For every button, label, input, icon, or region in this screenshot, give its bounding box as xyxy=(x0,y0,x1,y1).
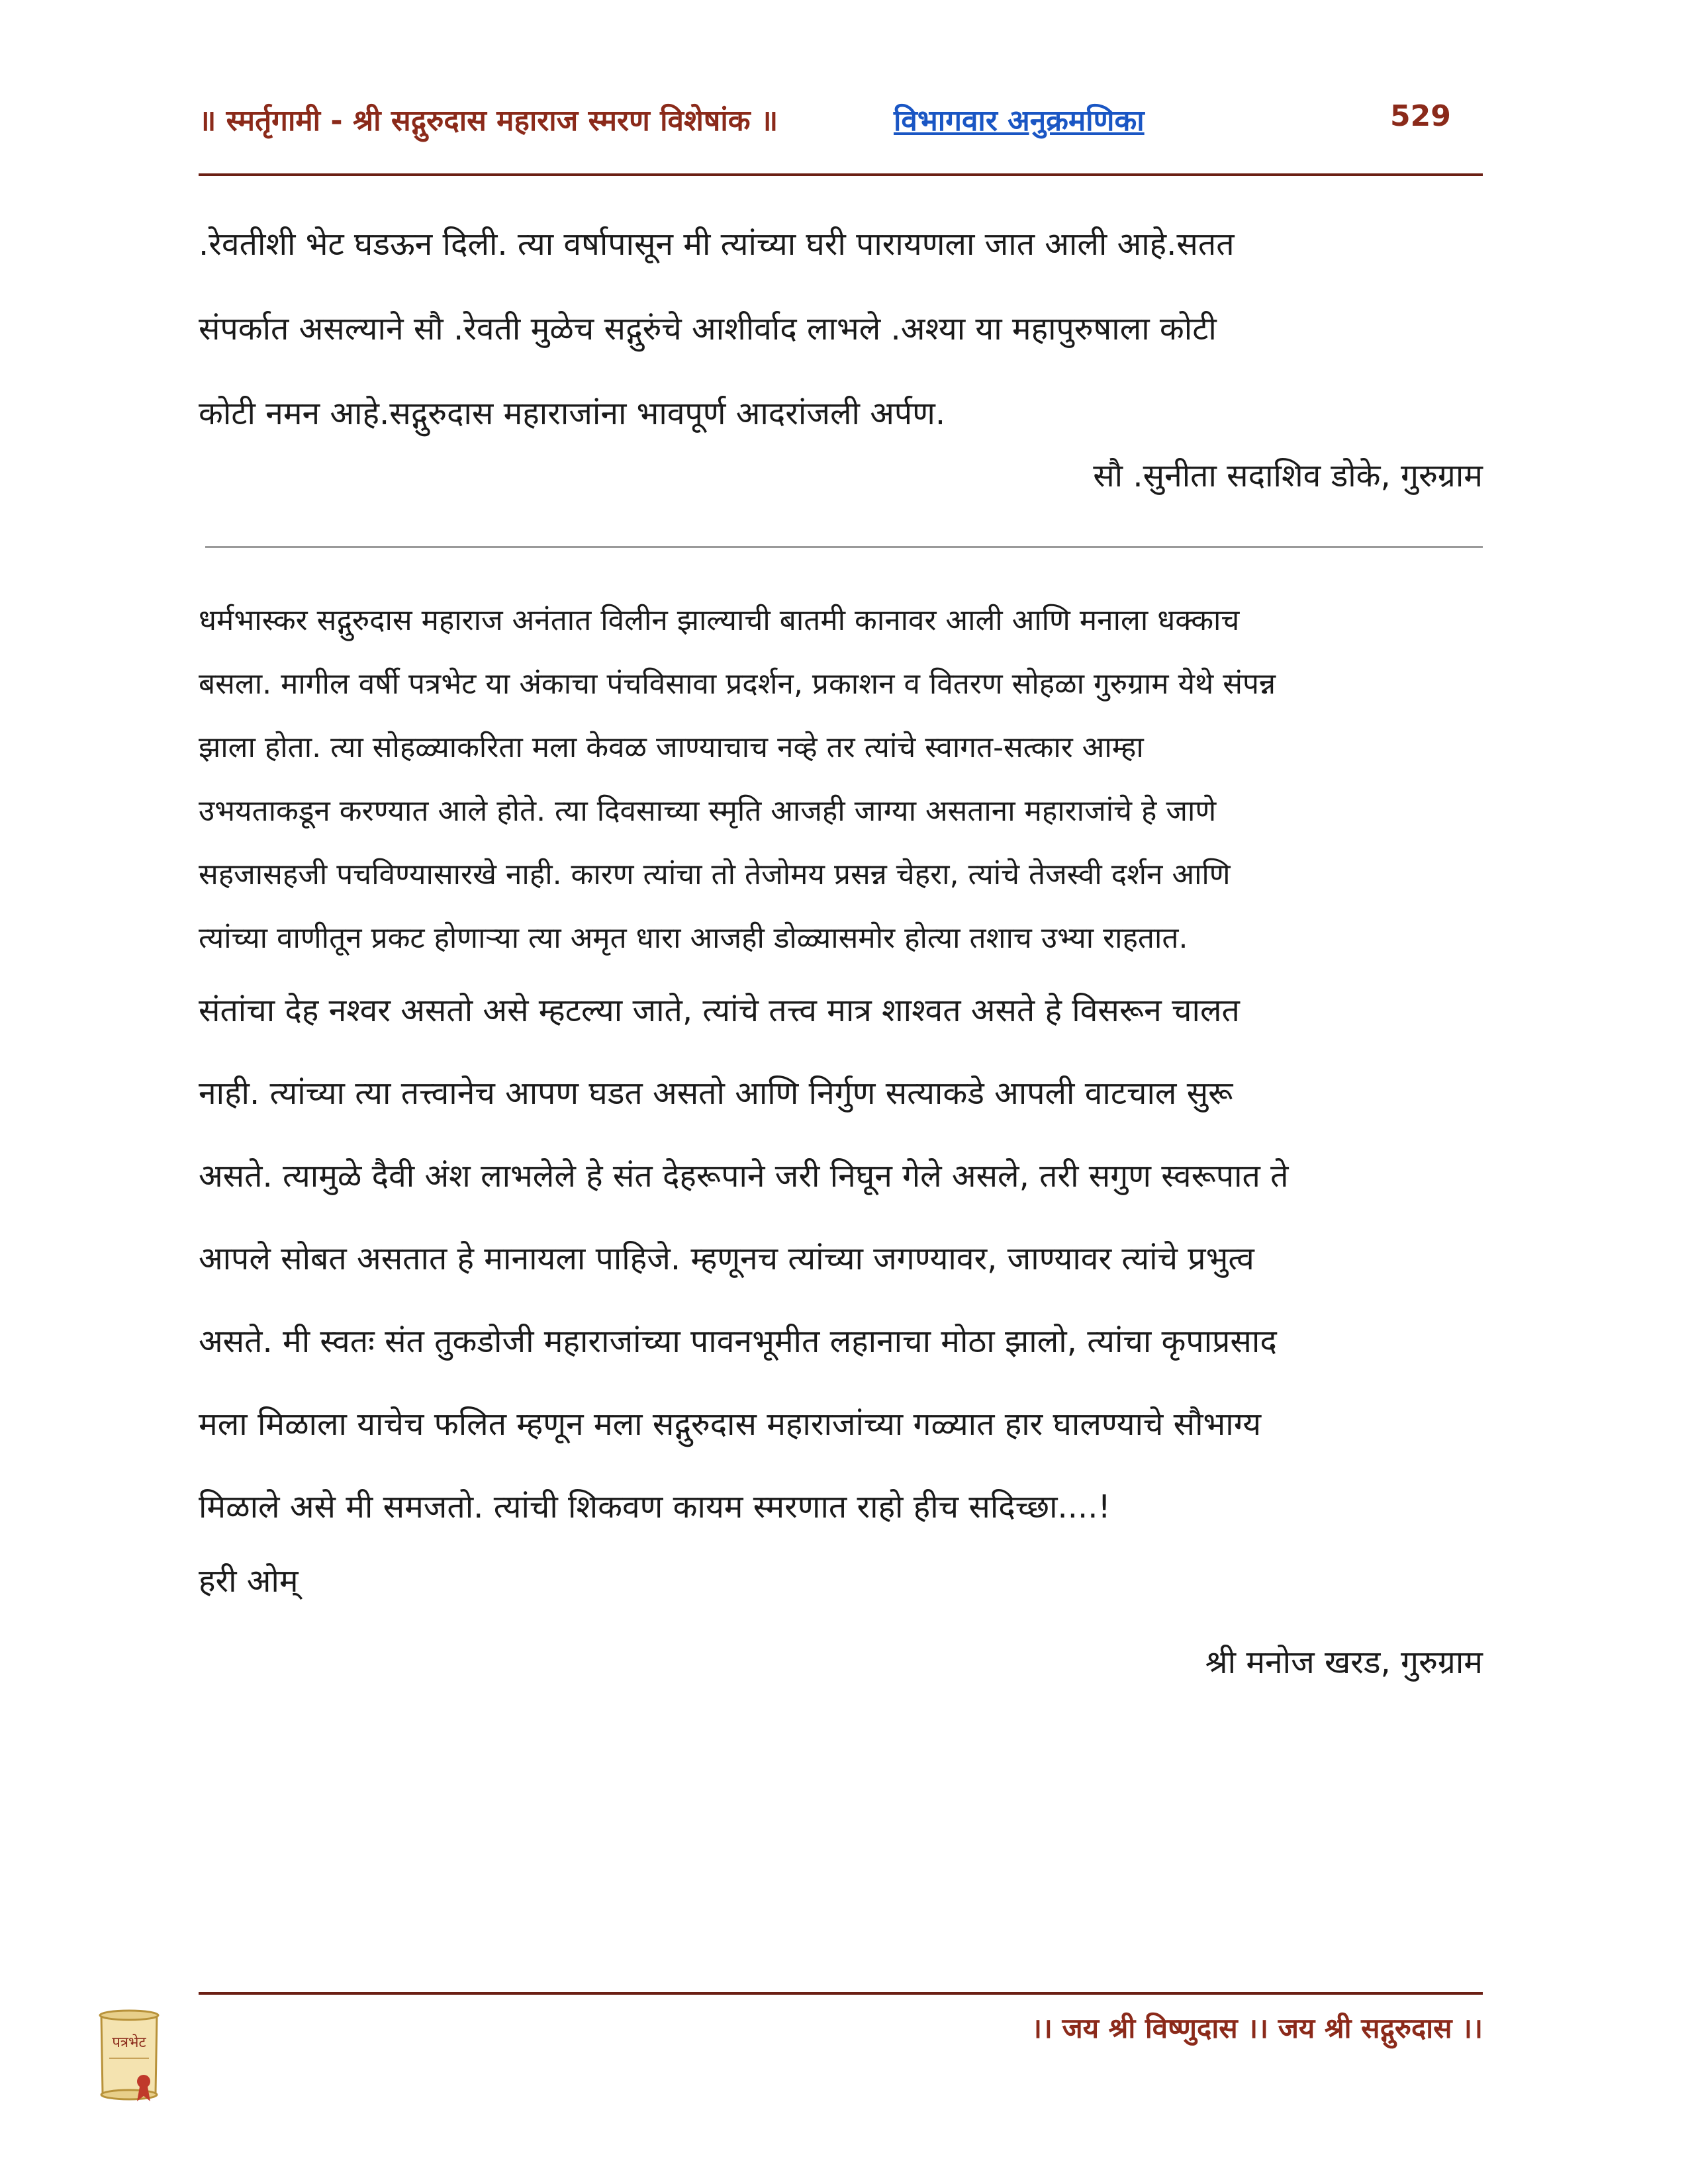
author-signature: सौ .सुनीता सदाशिव डोके, गुरुग्राम xyxy=(1093,457,1483,494)
text-line: त्यांच्या वाणीतून प्रकट होणाऱ्या त्या अमृत धारा आजही डोळ्यासमोर होत्या तशाच उभ्या राहतात. xyxy=(199,921,1188,955)
logo-text: पत्रभेट xyxy=(112,2034,146,2051)
text-line: असते. मी स्वतः संत तुकडोजी महाराजांच्या पावनभूमीत लहानाचा मोठा झालो, त्यांचा कृपाप्रसाद xyxy=(199,1323,1277,1360)
footer-divider xyxy=(199,1992,1483,1995)
text-line: आपले सोबत असतात हे मानायला पाहिजे. म्हणूनच त्यांच्या जगण्यावर, जाण्यावर त्यांचे प्रभुत्व xyxy=(199,1240,1254,1277)
text-line: बसला. मागील वर्षी पत्रभेट या अंकाचा पंचविसावा प्रदर्शन, प्रकाशन व वितरण सोहळा गुरुग्राम येथे संपन्न xyxy=(199,667,1276,701)
header-title: ॥ स्मर्तृगामी - श्री सद्गुरुदास महाराज स्मरण विशेषांक ॥ xyxy=(199,104,778,138)
page-number: 529 xyxy=(1390,99,1451,133)
header-divider xyxy=(199,173,1483,176)
text-line: उभयताकडून करण्यात आले होते. त्या दिवसाच्या स्मृति आजही जाग्या असताना महाराजांचे हे जाणे xyxy=(199,794,1217,828)
text-line: असते. त्यामुळे दैवी अंश लाभलेले हे संत देहरूपाने जरी निघून गेले असले, तरी सगुण स्वरूपात ते xyxy=(199,1158,1289,1195)
text-line: सहजासहजी पचविण्यासारखे नाही. कारण त्यांचा तो तेजोमय प्रसन्न चेहरा, त्यांचे तेजस्वी दर्शन आणि xyxy=(199,858,1231,891)
article-paragraph xyxy=(199,970,1489,1549)
text-line: .रेवतीशी भेट घडऊन दिली. त्या वर्षापासून मी त्यांच्या घरी पारायणला जात आली आहे.सतत xyxy=(199,226,1235,263)
text-line: मिळाले असे मी समजतो. त्यांची शिकवण कायम स्मरणात राहो हीच सदिच्छा....! xyxy=(199,1488,1111,1525)
text-line: मला मिळाला याचेच फलित म्हणून मला सद्गुरुदास महाराजांच्या गळ्यात हार घालण्याचे सौभाग्य xyxy=(199,1406,1262,1443)
text-line: संपर्कात असल्याने सौ .रेवती मुळेच सद्गुरुंचे आशीर्वाद लाभले .अश्या या महापुरुषाला कोटी xyxy=(199,310,1217,347)
text-line: कोटी नमन आहे.सद्गुरुदास महाराजांना भावपूर्ण आदरांजली अर्पण. xyxy=(199,395,946,432)
section-divider xyxy=(205,546,1483,548)
text-line: नाही. त्यांच्या त्या तत्त्वानेच आपण घडत असतो आणि निर्गुण सत्याकडे आपली वाटचाल सुरू xyxy=(199,1075,1233,1112)
text-line: झाला होता. त्या सोहळ्याकरिता मला केवळ जाण्याचाच नव्हे तर त्यांचे स्वागत-सत्कार आम्हा xyxy=(199,731,1144,764)
section-index-link[interactable]: विभागवार अनुक्रमणिका xyxy=(894,104,1145,138)
text-line: संतांचा देह नश्वर असतो असे म्हटल्या जाते, त्यांचे तत्त्व मात्र शाश्वत असते हे विसरून चालत xyxy=(199,992,1240,1029)
page-header xyxy=(199,99,1483,152)
patrabhet-scroll-logo xyxy=(89,2009,169,2108)
text-line: धर्मभास्कर सद्गुरुदास महाराज अनंतात विलीन झाल्याची बातमी कानावर आली आणि मनाला धक्काच xyxy=(199,604,1240,637)
footer-tagline: ।। जय श्री विष्णुदास ।। जय श्री सद्गुरुदास ।। xyxy=(1031,2012,1483,2044)
author-signature: श्री मनोज खरड, गुरुग्राम xyxy=(1205,1644,1483,1681)
article-continuation xyxy=(199,202,1489,456)
article-paragraph xyxy=(199,589,1489,970)
closing-salutation: हरी ओम् xyxy=(199,1563,299,1600)
